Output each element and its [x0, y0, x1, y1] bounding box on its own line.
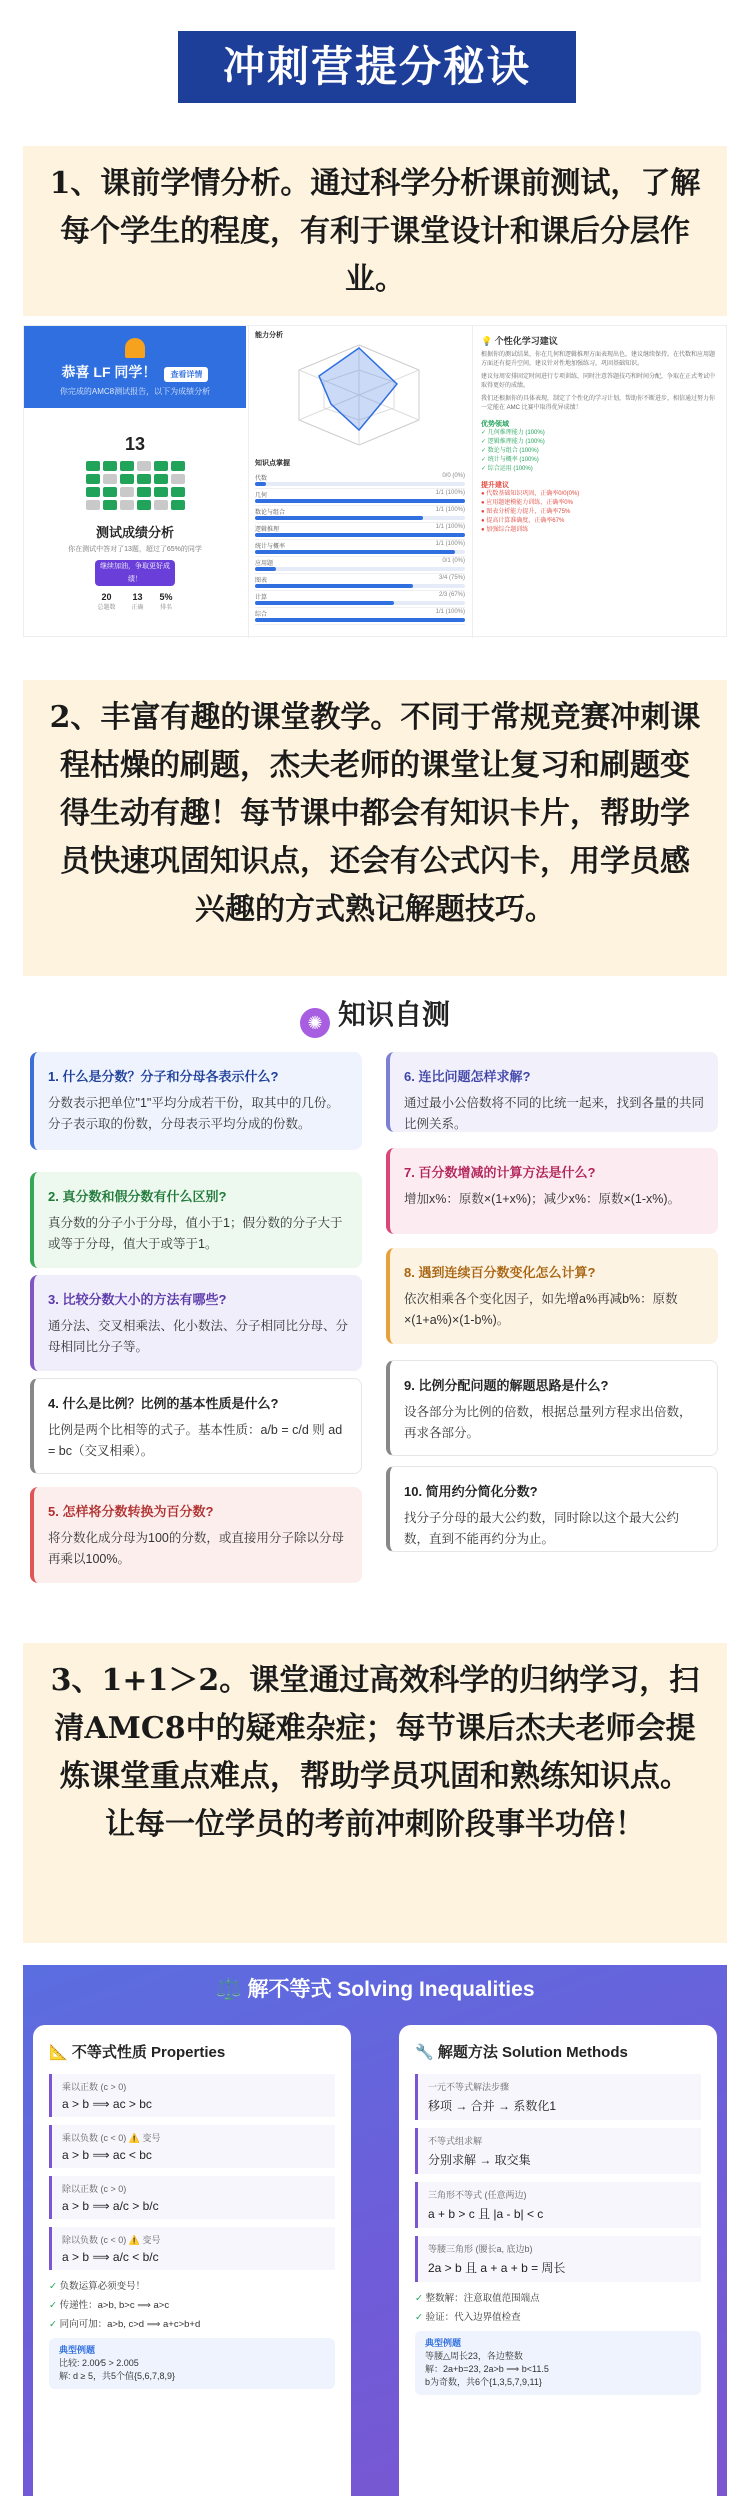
rule-card: 除以负数 (c < 0) ⚠️ 变号 a > b ⟹ a/c < b/c [49, 2227, 335, 2270]
quiz-answer: 依次相乘各个变化因子，如先增a%再减b%：原数×(1+a%)×(1-b%)。 [404, 1292, 678, 1327]
analysis-report-screenshot [23, 325, 727, 637]
score-value: 13 [124, 434, 146, 454]
quiz-card[interactable] [386, 1148, 718, 1234]
check-icon: ✓ [415, 2293, 423, 2304]
quiz-card[interactable] [30, 1487, 362, 1583]
check-item: ✓ 验证：代入边界值检查 [415, 2312, 521, 2323]
advice-title: 💡 个性化学习建议 [481, 336, 558, 346]
knowledge-bar-row: 代数 0/0 (0%) [255, 472, 465, 489]
quiz-answer: 增加x%：原数×(1+x%)；减少x%：原数×(1-x%)。 [404, 1192, 681, 1206]
quiz-answer: 真分数的分子小于分母，值小于1；假分数的分子大于或等于分母，值大于或等于1。 [48, 1216, 343, 1251]
check-item: ✓ 负数运算必须变号！ [49, 2281, 146, 2292]
quiz-answer: 设各部分为比例的倍数，根据总量列方程求出倍数，再求各部分。 [404, 1405, 692, 1440]
inequalities-screenshot [23, 1965, 727, 2496]
quiz-answer: 找分子分母的最大公约数，同时除以这个最大公约数，直到不能再约分为止。 [404, 1511, 680, 1546]
quiz-card[interactable] [30, 1378, 362, 1474]
strong-item: ✓ 逻辑推理能力 (100%) [481, 439, 545, 445]
check-icon: ✓ [415, 2312, 423, 2323]
section-2-text: 2、丰富有趣的课堂教学。不同于常规竞赛冲刺课程枯燥的刷题，杰夫老师的课堂让复习和刷题变得生动有趣！每节课中都会有知识卡片，帮助学员快速巩固知识点，还会有公式闪卡，用学员感兴趣的方式熟记解题技巧。 [23, 680, 727, 976]
knowledge-bar-row: 几何 1/1 (100%) [255, 489, 465, 506]
strong-item: ✓ 数论与组合 (100%) [481, 448, 539, 454]
quiz-question: 5. 怎样将分数转换为百分数? [48, 1504, 214, 1519]
quiz-answer: 通分法、交叉相乘法、化小数法、分子相同比分母、分母相同比分子等。 [48, 1319, 349, 1354]
stat-total: 20 总题数 [97, 592, 116, 611]
score-analysis-title: 测试成绩分析 [95, 525, 174, 540]
answer-grid [24, 461, 246, 510]
greeting-header [24, 326, 246, 408]
score-stats [24, 592, 246, 611]
advice-paragraph: 建议每周安排固定时间进行专项训练，同时注意答题技巧和时间分配，争取在正式考试中取得更好的成绩。 [481, 374, 716, 389]
weak-item: ● 提高计算准确度，正确率67% [481, 518, 565, 524]
page-banner-title: 冲刺营提分秘诀 [178, 31, 576, 103]
methods-panel [399, 2025, 717, 2496]
quiz-answer: 比例是两个比相等的式子。基本性质：a/b = c/d 则 ad = bc（交叉相乘）。 [48, 1423, 343, 1458]
quiz-card[interactable] [30, 1052, 362, 1150]
quiz-question: 1. 什么是分数？分子和分母各表示什么? [48, 1069, 279, 1084]
quiz-answer: 通过最小公倍数将不同的比统一起来，找到各量的共同比例关系。 [404, 1096, 705, 1131]
methods-title: 🔧 解题方法 Solution Methods [415, 2044, 628, 2061]
quiz-question: 4. 什么是比例？比例的基本性质是什么? [48, 1396, 279, 1411]
quiz-question: 2. 真分数和假分数有什么区别? [48, 1189, 227, 1204]
radar-chart [279, 340, 439, 450]
quiz-card[interactable] [386, 1248, 718, 1344]
strong-item: ✓ 几何推理能力 (100%) [481, 430, 545, 436]
quiz-question: 10. 简用约分简化分数? [404, 1484, 538, 1499]
section-1-text: 1、课前学情分析。通过科学分析课前测试，了解每个学生的程度，有利于课堂设计和课后分层作业。 [23, 146, 727, 316]
greeting-subtitle: 你完成的AMC8测试报告，以下为成绩分析 [59, 387, 211, 396]
brain-icon: ✺ [300, 1008, 330, 1038]
quiz-question: 8. 遇到连续百分数变化怎么计算? [404, 1265, 596, 1280]
example-box: 典型例题 比较: 2.00⁄5 > 2.005 解: d ≥ 5，共5个值{5,6,7,8,9} [49, 2338, 335, 2389]
knowledge-bar-row: 逻辑推理 1/1 (100%) [255, 523, 465, 540]
knowledge-bar-row: 综合 1/1 (100%) [255, 608, 465, 625]
properties-panel [33, 2025, 351, 2496]
rule-card: 除以正数 (c > 0) a > b ⟹ a/c > b/c [49, 2176, 335, 2219]
weak-item: ● 加强综合题训练 [481, 527, 529, 533]
lightbulb-icon: 💡 [481, 336, 493, 346]
inequalities-title: ⚖️ 解不等式 Solving Inequalities [215, 1978, 535, 2001]
ability-panel [248, 326, 470, 638]
quiz-card[interactable] [30, 1172, 362, 1268]
rule-card: 三角形不等式 (任意两边) a + b > c 且 |a - b| < c [415, 2182, 701, 2228]
check-icon: ✓ [49, 2300, 57, 2311]
quiz-card[interactable] [386, 1052, 718, 1132]
rule-card: 一元不等式解法步骤 移项 → 合并 → 系数化1 [415, 2074, 701, 2120]
advice-panel [472, 326, 728, 638]
knowledge-bar-row: 统计与概率 1/1 (100%) [255, 540, 465, 557]
knowledge-bar-row: 数论与组合 1/1 (100%) [255, 506, 465, 523]
quiz-card[interactable] [386, 1360, 718, 1456]
example-box: 典型例题 等腰△周长23，各边整数 解：2a+b=23, 2a>b ⟹ b<11.5 b为奇数，共6个{1,3,5,7,9,11} [415, 2331, 701, 2395]
check-item: ✓ 传递性：a>b, b>c ⟹ a>c [49, 2300, 170, 2311]
score-analysis-desc: 你在测试中答对了13题，超过了65%的同学 [68, 546, 202, 553]
bars-caption: 知识点掌握 [255, 460, 290, 467]
knowledge-bars [249, 458, 471, 625]
score-panel [24, 326, 246, 638]
quiz-question: 6. 连比问题怎样求解? [404, 1069, 531, 1084]
stat-rank: 5% 排名 [159, 592, 173, 611]
check-icon: ✓ [49, 2281, 57, 2292]
rule-card: 不等式组求解 分别求解 → 取交集 [415, 2128, 701, 2174]
weak-title: 提升建议 [481, 482, 509, 489]
check-item: ✓ 整数解：注意取值范围端点 [415, 2293, 540, 2304]
rule-card: 乘以负数 (c < 0) ⚠️ 变号 a > b ⟹ ac < bc [49, 2125, 335, 2168]
rule-card: 等腰三角形 (腰长a, 底边b) 2a > b 且 a + a + b = 周长 [415, 2236, 701, 2282]
rule-card: 乘以正数 (c > 0) a > b ⟹ ac > bc [49, 2074, 335, 2117]
check-item: ✓ 同向可加：a>b, c>d ⟹ a+c>b+d [49, 2319, 201, 2330]
check-icon: ✓ [49, 2319, 57, 2330]
quiz-answer: 分数表示把单位"1"平均分成若干份，取其中的几份。分子表示取的份数，分母表示平均分成的份数。 [48, 1096, 339, 1131]
quiz-card[interactable] [30, 1275, 362, 1371]
stat-correct: 13 正确 [131, 592, 144, 611]
knowledge-bar-row: 图表 3/4 (75%) [255, 574, 465, 591]
section-3-text: 3、1+1＞2。课堂通过高效科学的归纳学习，扫清AMC8中的疑难杂症；每节课后杰夫老师会提炼课堂重点难点，帮助学员巩固和熟练知识点。让每一位学员的考前冲刺阶段事半功倍！ [23, 1643, 727, 1943]
quiz-heading: ✺ 知识自测 [0, 993, 750, 1038]
weak-item: ● 代数基础知识巩固，正确率0/0(0%) [481, 491, 580, 497]
weak-item: ● 图表分析能力提升，正确率75% [481, 509, 571, 515]
strong-title: 优势领域 [481, 421, 509, 428]
knowledge-bar-row: 应用题 0/1 (0%) [255, 557, 465, 574]
weak-item: ● 应用题建模能力训练，正确率0% [481, 500, 573, 506]
knowledge-bar-row: 计算 2/3 (67%) [255, 591, 465, 608]
strong-item: ✓ 综合运用 (100%) [481, 466, 533, 472]
encourage-pill[interactable]: 继续加油，争取更好成绩！ [95, 560, 175, 586]
strong-item: ✓ 统计与概率 (100%) [481, 457, 539, 463]
quiz-answer: 将分数化成分母为100的分数，或直接用分子除以分母再乘以100%。 [48, 1531, 344, 1566]
radar-caption: 能力分析 [255, 332, 283, 339]
quiz-question: 3. 比较分数大小的方法有哪些? [48, 1292, 227, 1307]
trophy-icon [125, 338, 145, 358]
greeting-title: 恭喜 LF 同学！ [61, 364, 157, 380]
details-button[interactable]: 查看详情 [164, 367, 208, 382]
properties-title: 📐 不等式性质 Properties [49, 2044, 226, 2061]
advice-paragraph: 根据你的测试结果，你在几何和逻辑推理方面表现出色，建议继续保持。在代数和应用题方面还有提升空间，建议针对性地加强练习，巩固基础知识。 [481, 352, 716, 367]
advice-paragraph: 我们还根据你的具体表现，制定了个性化的学习计划，帮助你不断进步，相信通过努力你一定能在 AMC 比赛中取得优异成绩！ [481, 396, 716, 411]
quiz-question: 9. 比例分配问题的解题思路是什么? [404, 1378, 609, 1393]
quiz-card[interactable] [386, 1466, 718, 1552]
quiz-question: 7. 百分数增减的计算方法是什么? [404, 1165, 596, 1180]
